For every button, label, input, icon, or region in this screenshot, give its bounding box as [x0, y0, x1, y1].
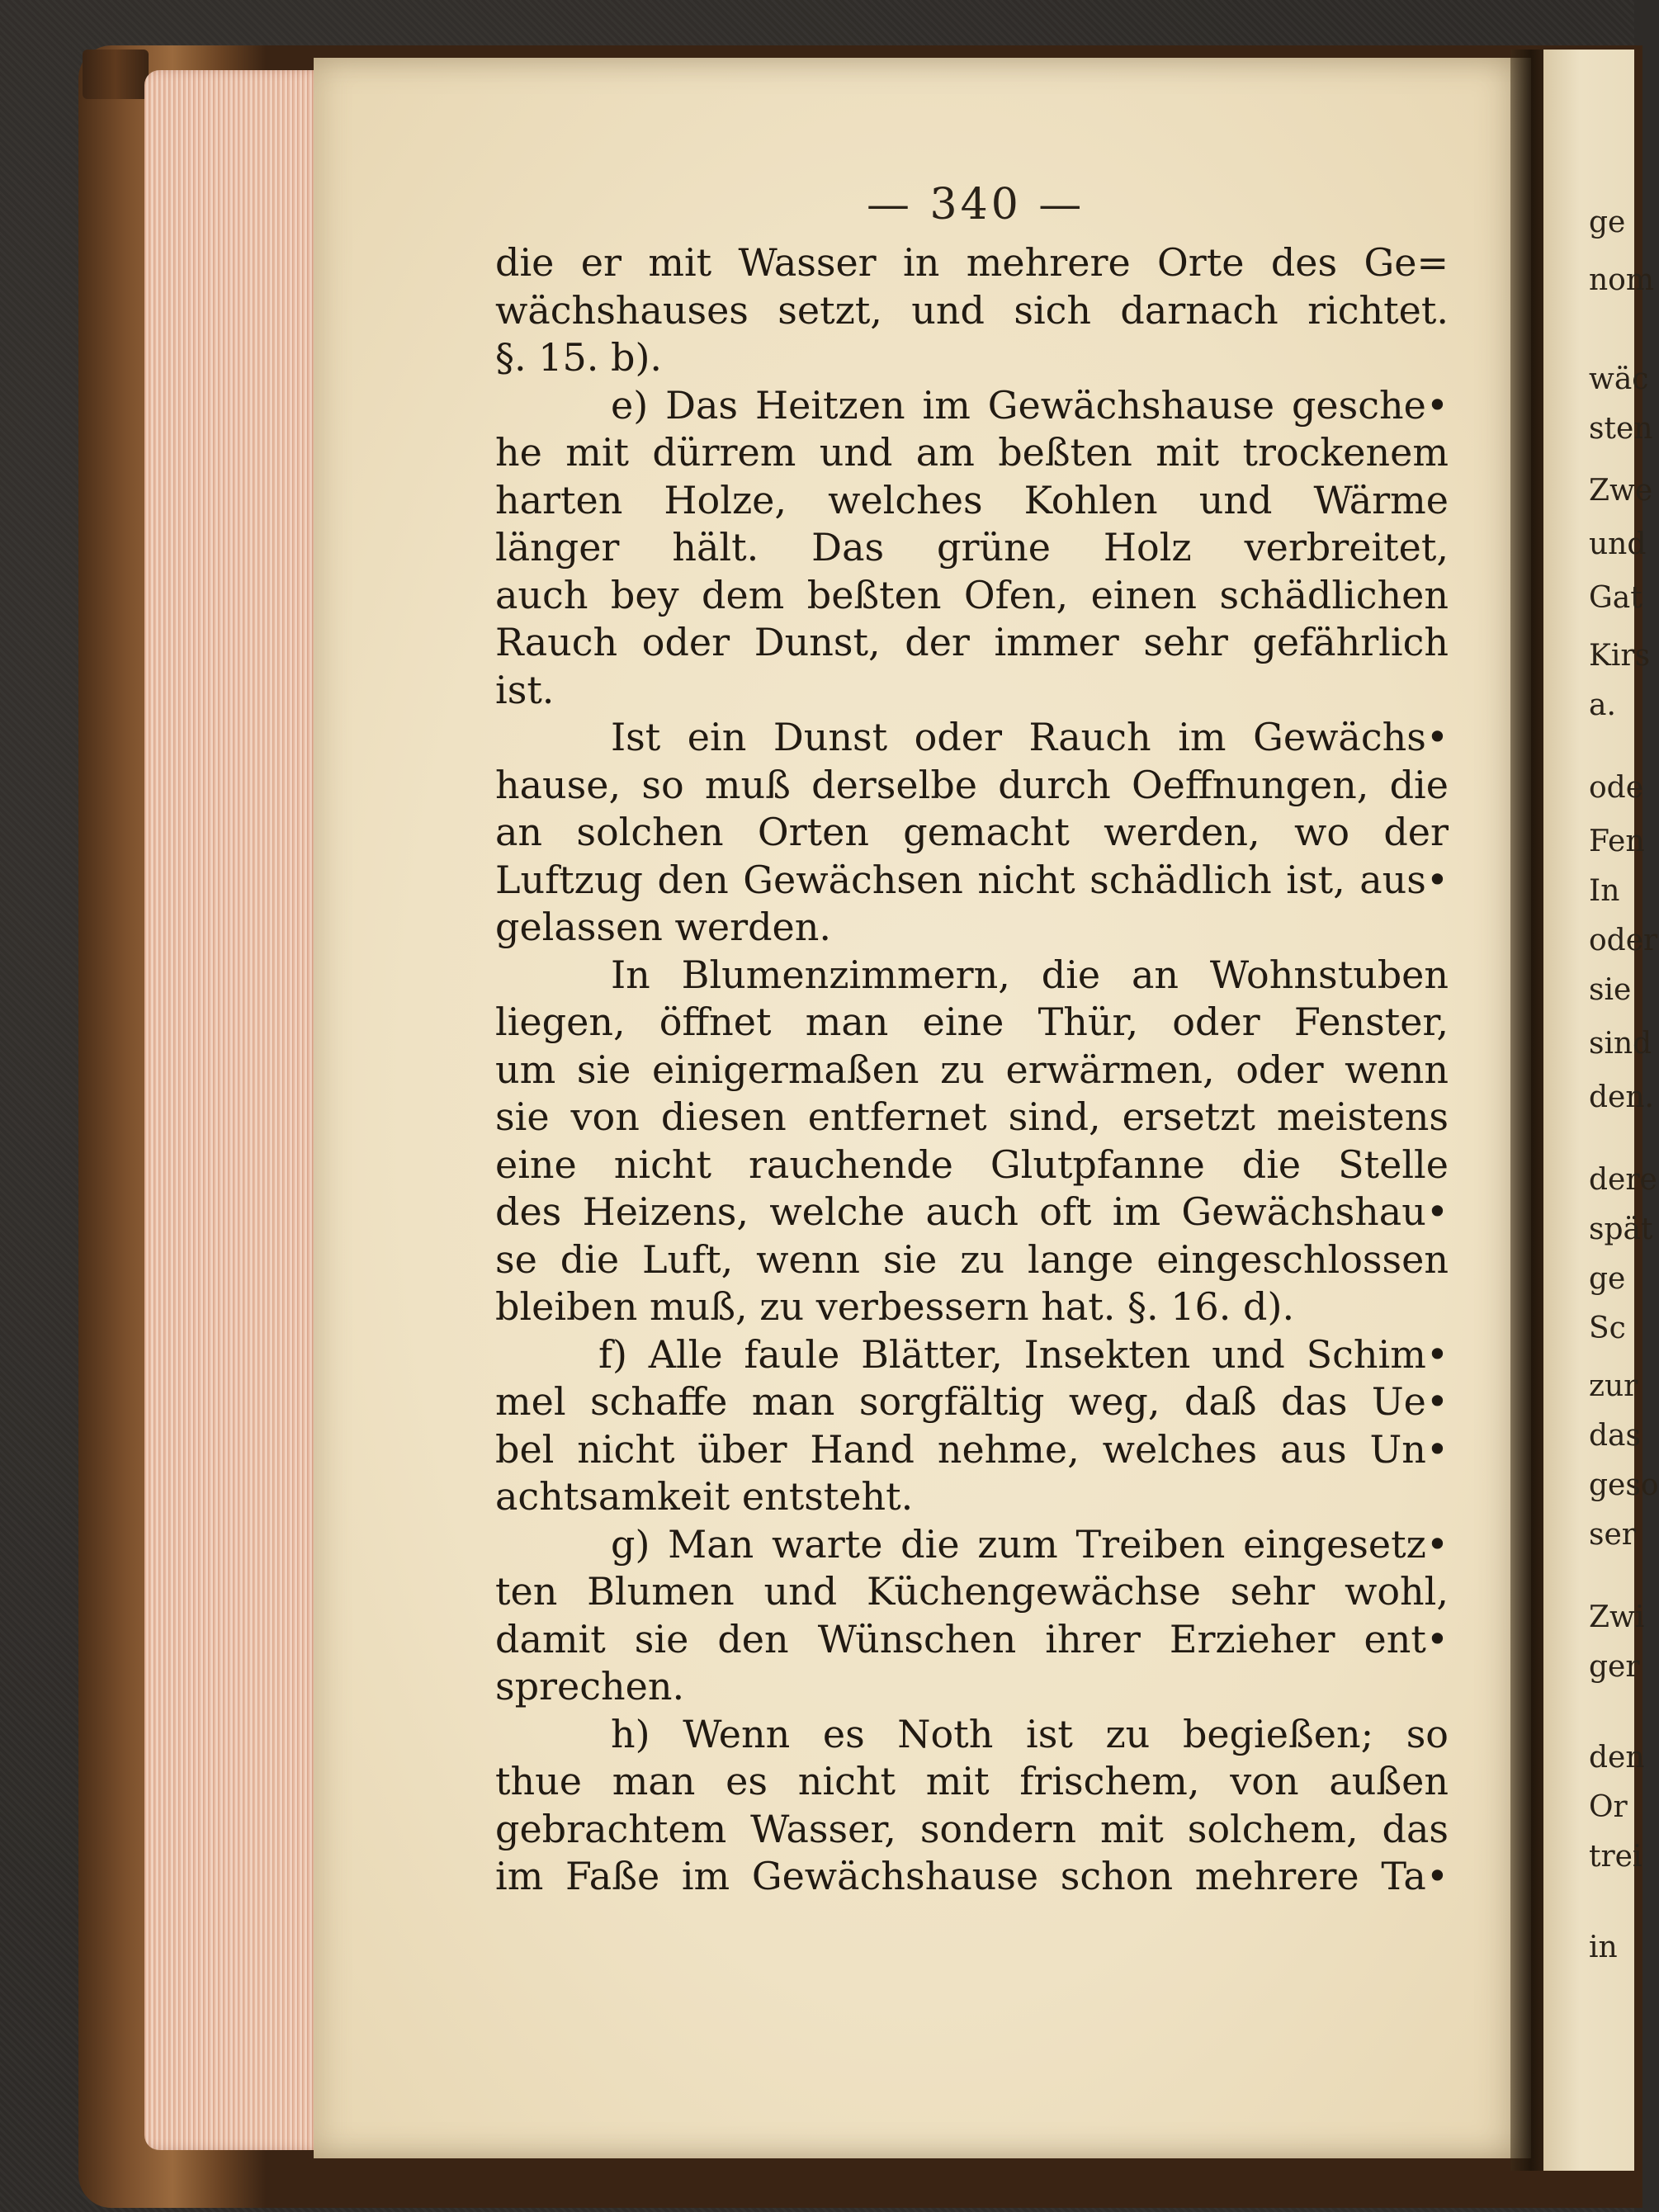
right-page-fragment: ger — [1589, 1650, 1640, 1684]
right-page-fragment: In — [1589, 874, 1620, 908]
right-page-sliver — [1543, 50, 1659, 2171]
right-page-fragment: Fen — [1589, 825, 1645, 858]
text-line: ist. — [495, 667, 555, 712]
right-page-fragment: den — [1589, 1741, 1645, 1775]
right-page-fragment: oder — [1589, 924, 1658, 957]
text-line: achtsamkeit entsteht. — [495, 1474, 914, 1519]
right-page-fragment: ge — [1589, 1262, 1626, 1296]
right-page-fragment: und — [1589, 527, 1647, 561]
right-page-fragment: sie — [1589, 973, 1632, 1007]
text-line: liegen, öffnet man eine Thür, oder Fenster, — [495, 1000, 1449, 1044]
right-page-fragment: Sc — [1589, 1312, 1626, 1345]
text-line: um sie einigermaßen zu erwärmen, oder wenn — [495, 1047, 1449, 1092]
text-line: Ist ein Dunst oder Rauch im Gewächs• — [611, 715, 1449, 759]
right-page-fragment: in — [1589, 1931, 1618, 1964]
right-page-fragment: Or — [1589, 1790, 1628, 1824]
text-line: ten Blumen und Küchengewächse sehr wohl, — [495, 1569, 1449, 1614]
text-line: länger hält. Das grüne Holz verbreitet, — [495, 525, 1449, 570]
text-line: mel schaffe man sorgfältig weg, daß das Ue• — [495, 1379, 1449, 1424]
right-page-fragment: ge — [1589, 206, 1626, 239]
page-text — [495, 239, 1449, 1901]
text-line: he mit dürrem und am beßten mit trockenem — [495, 430, 1449, 475]
text-line: thue man es nicht mit frischem, von außen — [495, 1759, 1449, 1803]
text-line: se die Luft, wenn sie zu lange eingeschlossen — [495, 1236, 1449, 1282]
text-line: In Blumenzimmern, die an Wohnstuben — [611, 952, 1449, 997]
text-line: an solchen Orten gemacht werden, wo der — [495, 810, 1449, 854]
right-page-fragment: ode — [1589, 771, 1644, 805]
text-line: e) Das Heitzen im Gewächshause gesche• — [611, 382, 1449, 428]
text-line: §. 15. b). — [495, 335, 663, 380]
text-line: damit sie den Wünschen ihrer Erzieher ent• — [495, 1616, 1449, 1661]
text-line: Rauch oder Dunst, der immer sehr gefährlich — [495, 620, 1449, 664]
text-line: bel nicht über Hand nehme, welches aus Un• — [495, 1426, 1449, 1472]
right-page-fragment: das — [1589, 1419, 1641, 1453]
right-page-fragment: trei — [1589, 1840, 1642, 1874]
right-page-fragment: Zwe — [1589, 474, 1653, 508]
text-line: Luftzug den Gewächsen nicht schädlich ist, aus• — [495, 857, 1449, 902]
page-number: — 340 — — [867, 180, 1085, 229]
text-line: h) Wenn es Noth ist zu begießen; so — [611, 1711, 1449, 1756]
right-page-fragment: dere — [1589, 1163, 1657, 1197]
right-page-fragment: zur — [1589, 1369, 1638, 1403]
text-line: des Heizens, welche auch oft im Gewächshau• — [495, 1189, 1449, 1234]
text-line: eine nicht rauchende Glutpfanne die Stelle — [495, 1141, 1449, 1187]
right-page-fragment: spät — [1589, 1212, 1653, 1246]
text-line: sie von diesen entfernet sind, ersetzt meistens — [495, 1094, 1449, 1139]
right-page-fragment: Kirs — [1589, 639, 1651, 673]
text-line: g) Man warte die zum Treiben eingesetz• — [611, 1521, 1449, 1567]
text-line: f) Alle faule Blätter, Insekten und Schim• — [598, 1331, 1449, 1377]
right-page-fragment: Gat — [1589, 581, 1642, 615]
right-page-fragment: sind — [1589, 1027, 1652, 1061]
text-line: auch bey dem beßten Ofen, einen schädlichen — [495, 572, 1449, 617]
right-page-fragment: a. — [1589, 688, 1616, 722]
text-line: gebrachtem Wasser, sondern mit solchem, das — [495, 1806, 1449, 1851]
text-line: hause, so muß derselbe durch Oeffnungen, die — [495, 762, 1449, 807]
text-line: im Faße im Gewächshause schon mehrere Ta• — [495, 1854, 1449, 1898]
right-page-fragment: nom — [1589, 263, 1654, 297]
text-line: gelassen werden. — [495, 905, 831, 949]
spine-band — [83, 50, 149, 99]
text-line: sprechen. — [495, 1664, 685, 1709]
page-edges — [144, 70, 322, 2150]
text-line: wächshauses setzt, und sich darnach richtet. — [495, 287, 1449, 333]
text-line: harten Holze, welches Kohlen und Wärme — [495, 477, 1449, 522]
right-page-fragment: ser — [1589, 1518, 1636, 1552]
right-page-fragment: geso — [1589, 1468, 1659, 1502]
right-page-fragment: sten — [1589, 412, 1653, 446]
right-page-fragment: wäc — [1589, 362, 1649, 396]
text-line: bleiben muß, zu verbessern hat. §. 16. d). — [495, 1284, 1295, 1329]
right-page-fragment: Zwi — [1589, 1600, 1645, 1634]
right-page-fragment: den. — [1589, 1080, 1654, 1114]
text-line: die er mit Wasser in mehrere Orte des Ge= — [495, 240, 1449, 285]
